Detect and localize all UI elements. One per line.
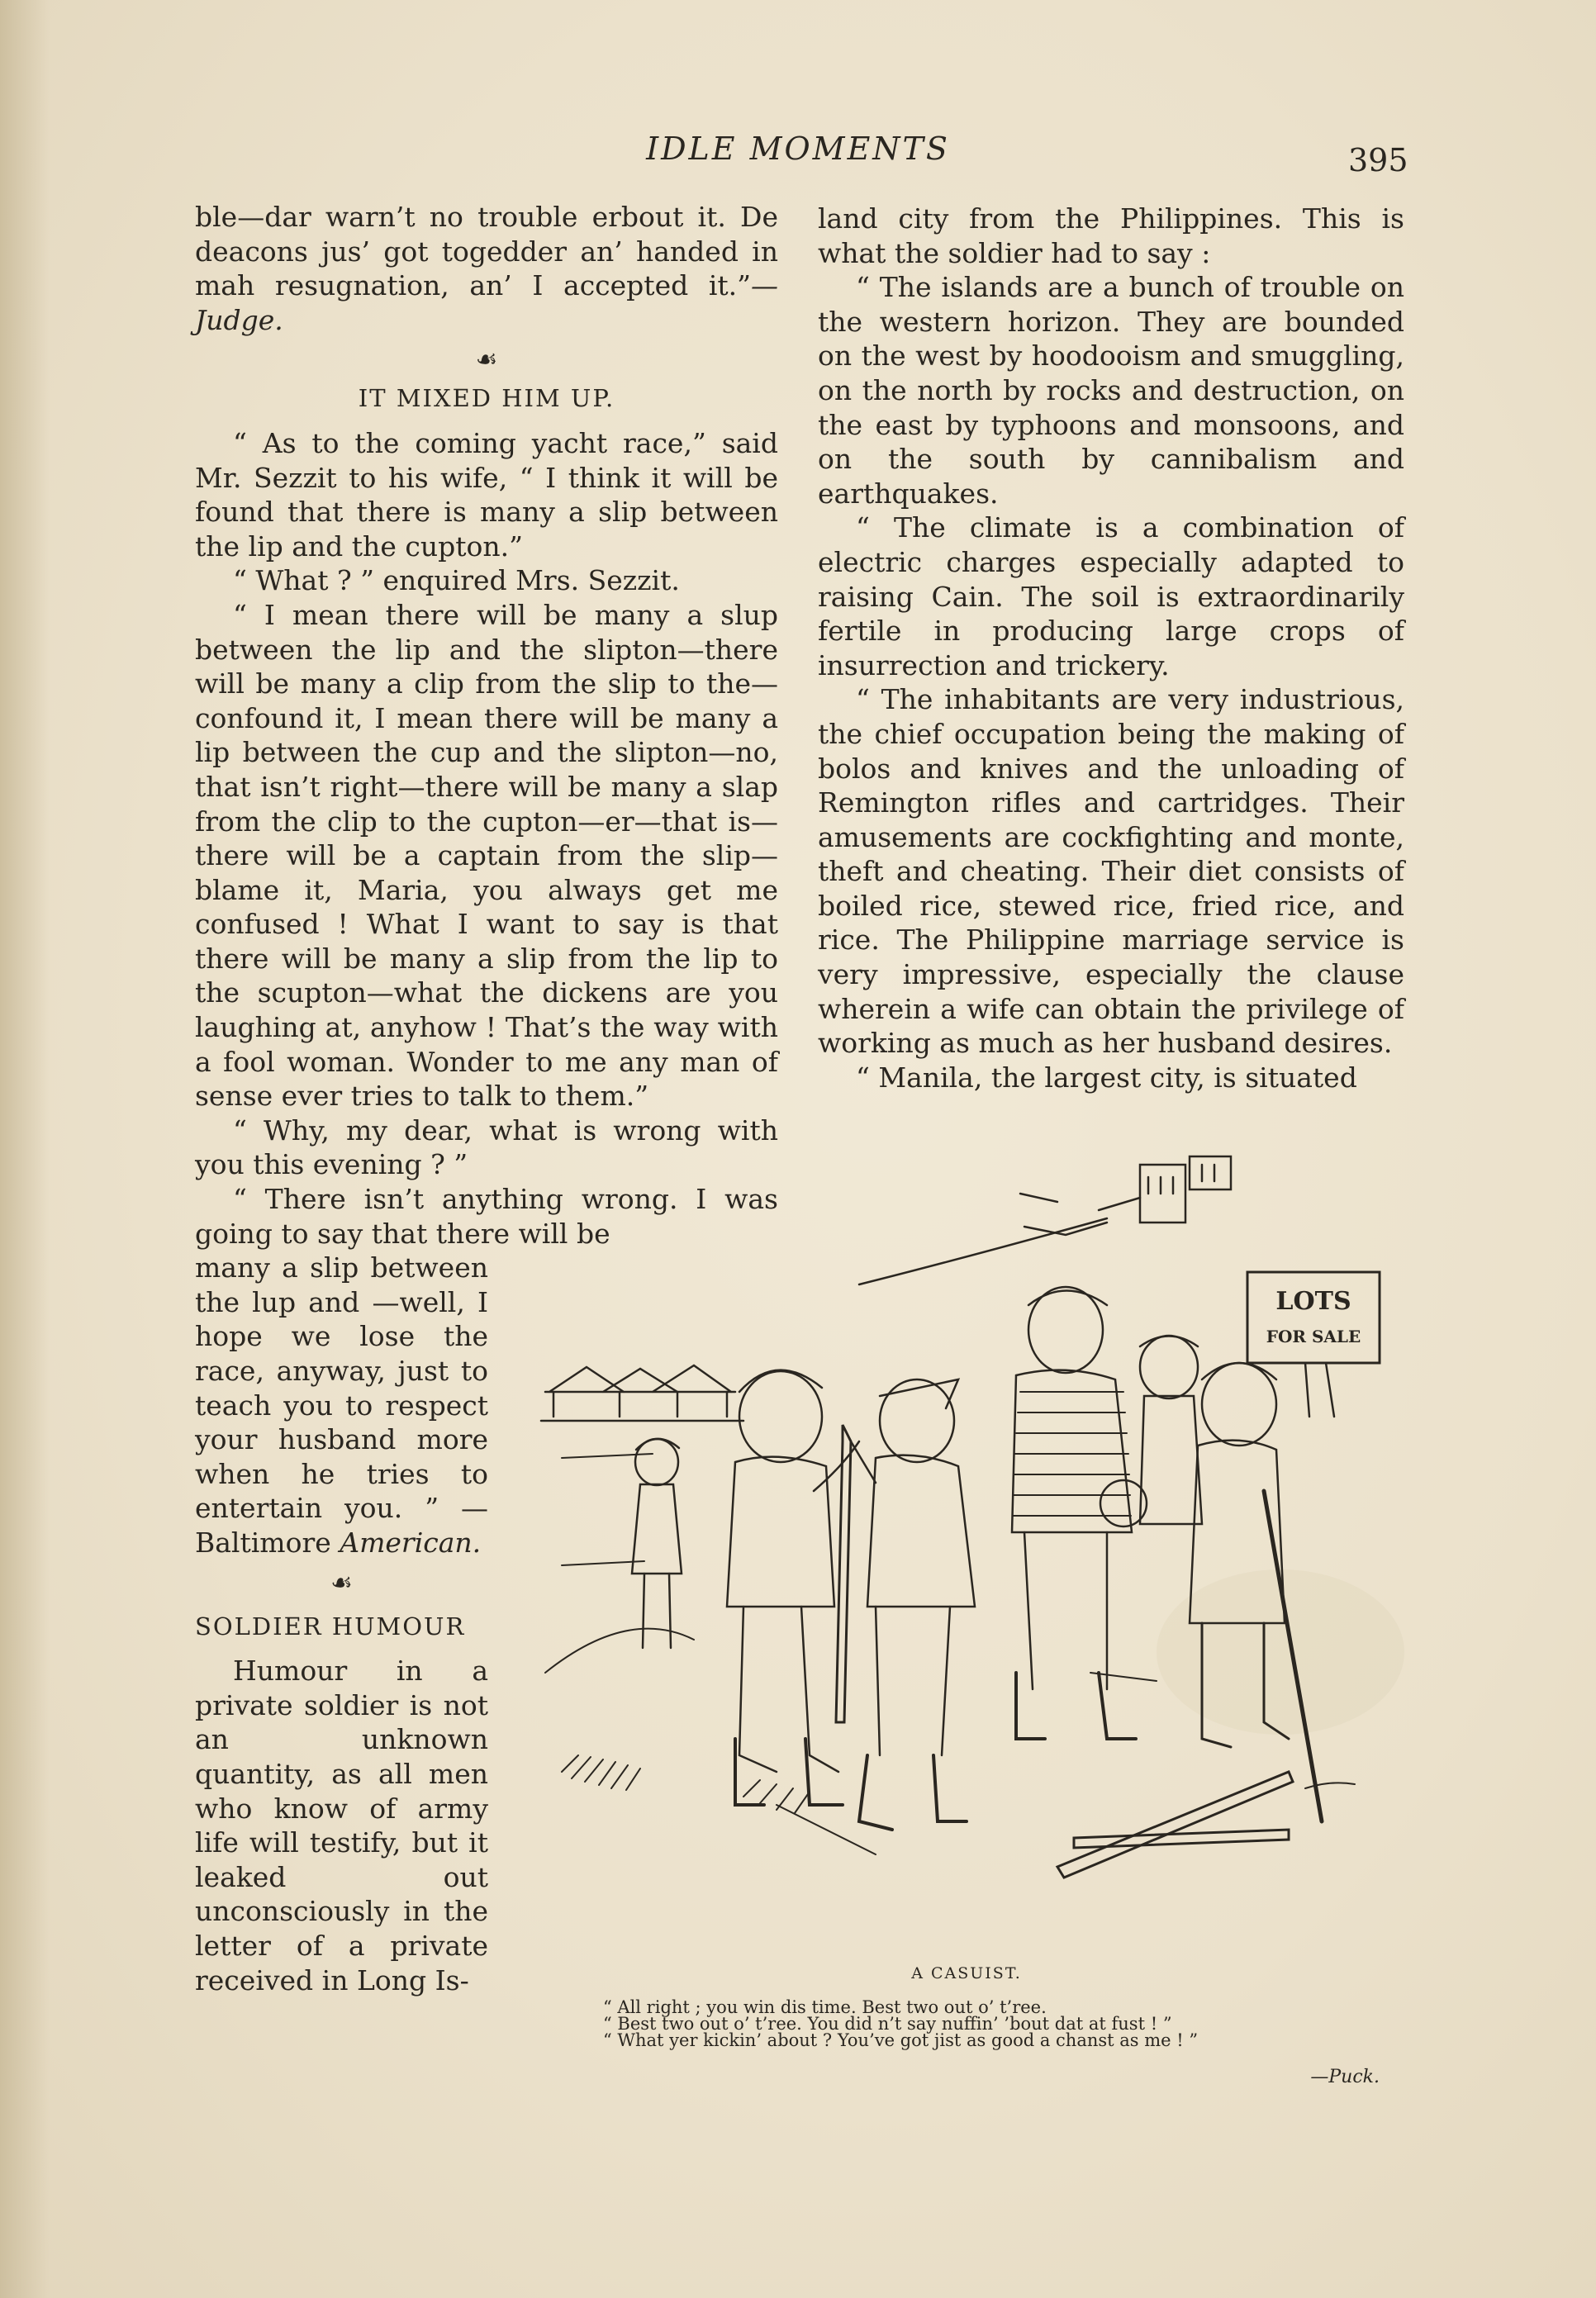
sign-line-2: FOR SALE <box>1266 1327 1361 1346</box>
gutter-shadow <box>0 0 50 2298</box>
caption-line: “ All right ; you win dis time. Best two out o’ t’ree. <box>603 1997 1047 2017</box>
sign-line-1: LOTS <box>1275 1287 1351 1316</box>
small-boy <box>632 1439 682 1648</box>
distant-buildings <box>859 1156 1231 1284</box>
running-title: IDLE MOMENTS <box>646 131 950 167</box>
caption-line: “ Best two out o’ t’ree. You did n’t say nuffin’ ’bout dat at fust ! ” <box>603 2014 1172 2034</box>
artist-signature <box>1305 1783 1355 1788</box>
ground-hatching <box>562 1755 810 1813</box>
ornament: ☙ <box>330 1568 353 1598</box>
letter-paragraph: “ The islands are a bunch of trouble on the western horizon. They are bounded on the west by hoodooism and smuggling, on the north by rocks and destruction, on the east by typhoons and monsoons, and on the south by cannibalism and earthquakes. <box>818 271 1404 510</box>
boy-right <box>1190 1363 1322 1821</box>
intro-paragraph <box>195 200 778 337</box>
intro-text: ble—dar warn’t no trouble erbout it. De deacons jus’ got togedder an’ handed in mah resugnation, an’ I accepted it.” <box>195 201 778 302</box>
story-title: IT MIXED HIM UP. <box>358 384 615 413</box>
ornament: ☙ <box>475 345 498 375</box>
boy-with-cap <box>851 1379 975 1830</box>
boy-background <box>1140 1336 1202 1524</box>
letter-paragraph: “ The inhabitants are very industrious, the chief occupation being the making of bolos and knives and the unloading of Remington rifles and cartridges. Their amusements are cockfighting and monte, theft and cheating. Their diet consists of boiled rice, stewed rice, fried rice, and rice. The Philippine marriage service is very impressive, especially the clause wherein a wife can obtain the privilege of working as much as her husband desires. <box>818 683 1404 1060</box>
story-credit: American. <box>340 1526 482 1559</box>
intro-credit: —Judge. <box>195 269 778 336</box>
narrow-text-block <box>195 1251 488 1997</box>
story-paragraph: “ As to the coming yacht race,” said Mr. Sezzit to his wife, “ I think it will be found that there is many a slip between the lip and the cupton.” <box>195 426 778 563</box>
story-paragraph: “ Why, my dear, what is wrong with you this evening ? ” <box>195 1113 778 1181</box>
cartoon-illustration <box>529 1144 1404 1925</box>
crossed-bats <box>1057 1772 1293 1878</box>
letter-paragraph: “ The climate is a combination of electric charges especially adapted to raising Cain. The soil is extraordinarily fertile in producing large crops of insurrection and trickery. <box>818 511 1404 681</box>
soldier-paragraph: Humour in a private soldier is not an unknown quantity, as all men who know of army life will testify, but it leaked out unconsciously in the letter of a private received in Long Is- <box>195 1655 488 1997</box>
story-paragraph: “ What ? ” enquired Mrs. Sezzit. <box>233 564 680 597</box>
page-number: 395 <box>1348 142 1408 178</box>
story-continuation <box>195 1251 488 1560</box>
caption-line: “ What yer kickin’ about ? You’ve got jist as good a chanst as me ! ” <box>603 2030 1199 2050</box>
letter-paragraph: “ Manila, the largest city, is situated <box>856 1061 1357 1094</box>
caption-title: A CASUIST. <box>911 1964 1022 1982</box>
story-continuation-text: many a slip between the lup and —well, I hope we lose the race, anyway, just to teach you to respect your husband more when he tries to entertain you. ” — Baltimore <box>195 1251 488 1559</box>
story-paragraph: “ There isn’t anything wrong. I was going to say that there will be <box>195 1183 778 1250</box>
letter-paragraph: land city from the Philippines. This is what the soldier had to say : <box>818 202 1404 269</box>
right-column <box>818 202 1404 1094</box>
caption-lines <box>603 1999 1396 2049</box>
soldier-title: SOLDIER HUMOUR <box>195 1612 466 1640</box>
background-houses <box>541 1365 743 1421</box>
story-paragraph: “ I mean there will be many a slup between the lip and the slipton—there will be many a clip from the slip to the—confound it, I mean there will be many a lip between the cup and the slipton—no, that isn’t right—there will be many a slap from the clip to the cupton—er—that is—there will be a captain from the slip—blame it, Maria, you always get me confused ! What I want to say is that there will be many a slip from the lip to the scupton—what the dickens are you laughing at, anyhow ! That’s the way with a fool woman. Wonder to me any man of sense ever tries to talk to them.” <box>195 598 778 1113</box>
caption-credit: —Puck. <box>1310 2067 1380 2087</box>
boy-striped-sweater <box>1012 1287 1147 1739</box>
baseball-bat <box>836 1425 851 1722</box>
